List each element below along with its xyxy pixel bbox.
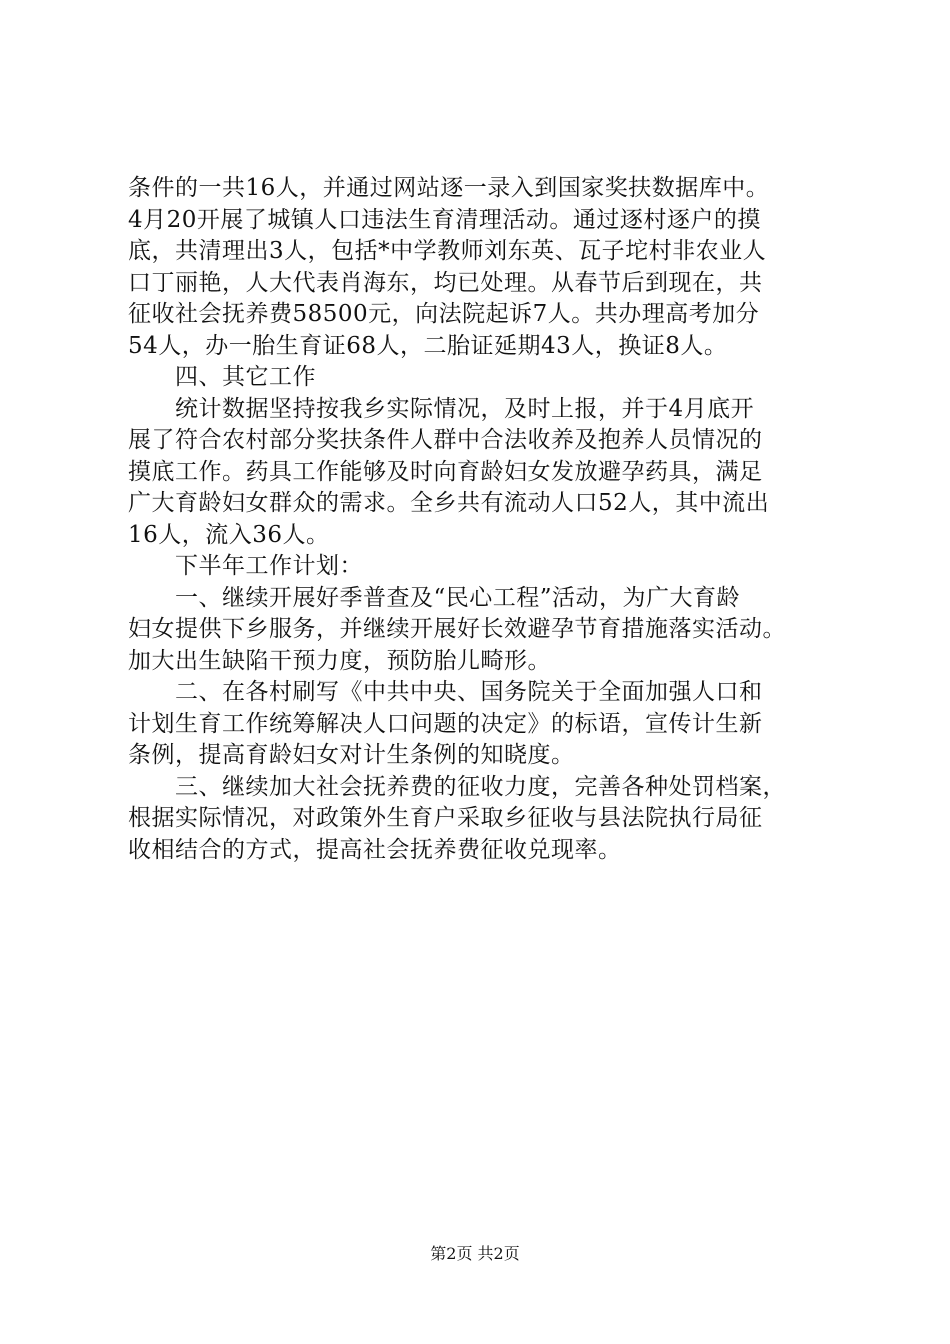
text-line: 征收社会抚养费58500元，向法院起诉7人。共办理高考加分 xyxy=(128,301,760,327)
section-heading: 四、其它工作 xyxy=(175,364,316,390)
section-heading: 下半年工作计划： xyxy=(175,553,363,579)
text-line: 加大出生缺陷干预力度，预防胎儿畸形。 xyxy=(128,647,551,674)
text-line: 根据实际情况，对政策外生育户采取乡征收与县法院执行局征 xyxy=(128,805,763,831)
text-line: 4月20开展了城镇人口违法生育清理活动。通过逐村逐户的摸 xyxy=(128,206,761,233)
text-line: 口丁丽艳，人大代表肖海东，均已处理。从春节后到现在，共 xyxy=(128,269,763,296)
text-line: 收相结合的方式，提高社会抚养费征收兑现率。 xyxy=(128,836,622,863)
page-number-footer: 第2页 共2页 xyxy=(430,1244,520,1263)
text-line: 广大育龄妇女群众的需求。全乡共有流动人口52人，其中流出 xyxy=(128,490,770,516)
text-line: 二、在各村刷写《中共中央、国务院关于全面加强人口和 xyxy=(175,679,763,705)
text-line: 展了符合农村部分奖扶条件人群中合法收养及抱养人员情况的 xyxy=(128,427,763,453)
text-line: 计划生育工作统筹解决人口问题的决定》的标语，宣传计生新 xyxy=(128,710,763,737)
text-line: 条件的一共16人，并通过网站逐一录入到国家奖扶数据库中。 xyxy=(128,175,770,201)
text-line: 妇女提供下乡服务，并继续开展好长效避孕节育措施落实活动。 xyxy=(128,616,786,642)
text-line: 底，共清理出3人，包括*中学教师刘东英、瓦子坨村非农业人 xyxy=(128,238,767,264)
text-line: 一、继续开展好季普查及“民心工程”活动，为广大育龄 xyxy=(175,584,741,611)
document-body xyxy=(128,173,856,866)
text-line: 16人，流入36人。 xyxy=(128,521,330,548)
text-line: 三、继续加大社会抚养费的征收力度，完善各种处罚档案， xyxy=(175,773,786,800)
text-line: 条例，提高育龄妇女对计生条例的知晓度。 xyxy=(128,742,575,768)
text-line: 摸底工作。药具工作能够及时向育龄妇女发放避孕药具，满足 xyxy=(128,458,763,485)
text-line: 54人，办一胎生育证68人，二胎证延期43人，换证8人。 xyxy=(128,332,728,359)
text-line: 统计数据坚持按我乡实际情况，及时上报，并于4月底开 xyxy=(175,395,755,422)
